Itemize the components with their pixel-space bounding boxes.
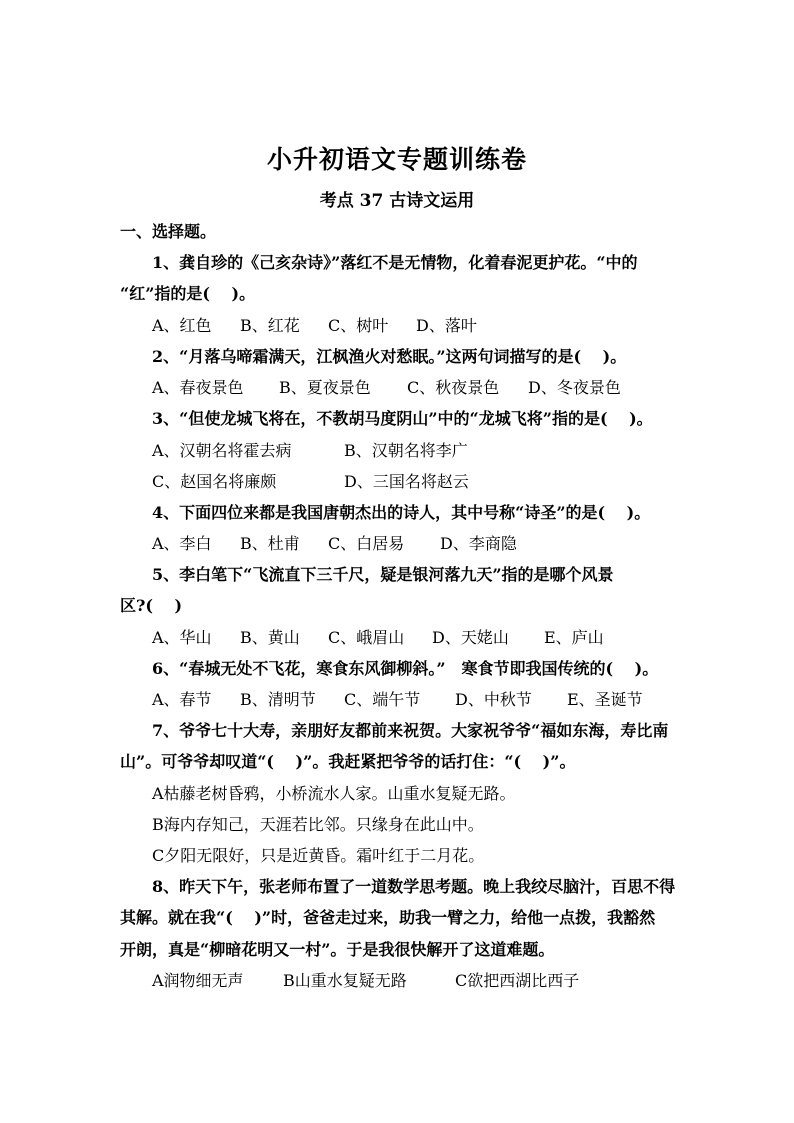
q2-option-b: B、夏夜景色: [279, 378, 371, 397]
q3-option-d: D、三国名将赵云: [344, 472, 469, 491]
question-1-line-2: “红”指的是( )。: [120, 284, 256, 303]
question-2-line-1: 2、“月落乌啼霜满天，江枫渔火对愁眠。”这两句词描写的是( )。: [152, 347, 627, 366]
q8-option-b: B山重水复疑无路: [283, 971, 407, 990]
page-subtitle: 考点 37 古诗文运用: [319, 191, 475, 211]
question-1-line-1: 1、龚自珍的《己亥杂诗》”落红不是无情物，化着春泥更护花。“中的: [152, 253, 638, 272]
question-3-options-row-1: [152, 441, 468, 461]
question-5-line-1: 5、李白笔下“飞流直下三千尺，疑是银河落九天”指的是哪个风景: [152, 565, 614, 584]
question-6-options: [152, 690, 643, 710]
q6-option-c: C、端午节: [344, 690, 421, 709]
q1-option-d: D、落叶: [416, 316, 477, 335]
question-6-line-1: 6、“春城无处不飞花，寒食东风御柳斜。” 寒食节即我国传统的( )。: [152, 659, 659, 678]
section-heading: 一、选择题。: [120, 222, 217, 241]
page-title: 小升初语文专题训练卷: [266, 145, 527, 174]
question-7-line-2: 山”。可爷爷却叹道“( )”。我赶紧把爷爷的话打住：“( )”。: [120, 752, 576, 771]
question-8-options: [152, 971, 579, 991]
q1-option-c: C、树叶: [328, 316, 389, 335]
question-8-line-3: 开朗，真是“柳暗花明又一村”。于是我很快解开了这道难题。: [120, 940, 555, 959]
q2-option-d: D、冬夜景色: [528, 378, 621, 397]
q7-option-b: B海内存知己，天涯若比邻。只缘身在此山中。: [152, 815, 484, 834]
q1-option-a: A、红色: [152, 316, 212, 335]
q7-option-a: A枯藤老树昏鸦，小桥流水人家。山重水复疑无路。: [152, 784, 516, 803]
q6-option-e: E、圣诞节: [567, 690, 643, 709]
q6-option-a: A、春节: [152, 690, 212, 709]
q4-option-d: D、李商隐: [440, 534, 517, 553]
question-7-line-1: 7、爷爷七十大寿，亲朋好友都前来祝贺。大家祝爷爷“福如东海，寿比南: [152, 721, 669, 740]
q4-option-b: B、杜甫: [240, 534, 300, 553]
q4-option-a: A、李白: [152, 534, 212, 553]
question-2-options: [152, 378, 621, 398]
q6-option-d: D、中秋节: [455, 690, 532, 709]
q7-option-c: C夕阳无限好，只是近黄昏。霜叶红于二月花。: [152, 846, 485, 865]
q5-option-b: B、黄山: [240, 628, 300, 647]
question-4-options: [152, 534, 517, 554]
q3-option-c: C、赵国名将廉颇: [152, 472, 277, 491]
question-3-line-1: 3、“但使龙城飞将在，不教胡马度阴山”中的“龙城飞将”指的是( )。: [152, 409, 653, 428]
q5-option-e: E、庐山: [544, 628, 604, 647]
question-5-line-2: 区?( ): [120, 596, 183, 615]
q2-option-a: A、春夜景色: [152, 378, 244, 397]
question-4-line-1: 4、下面四位来都是我国唐朝杰出的诗人，其中号称“诗圣”的是( )。: [152, 503, 651, 522]
q5-option-d: D、天姥山: [432, 628, 509, 647]
q4-option-c: C、白居易: [328, 534, 405, 553]
q6-option-b: B、清明节: [240, 690, 316, 709]
question-1-options: [152, 316, 477, 336]
question-5-options: [152, 628, 604, 648]
q8-option-a: A润物细无声: [152, 971, 244, 990]
q2-option-c: C、秋夜景色: [407, 378, 500, 397]
question-3-options-row-2: [152, 472, 469, 492]
question-8-line-2: 其解。就在我“( )”时，爸爸走过来，助我一臂之力，给他一点拨，我豁然: [120, 908, 656, 927]
q5-option-a: A、华山: [152, 628, 212, 647]
q3-option-a: A、汉朝名将霍去病: [152, 441, 292, 460]
q3-option-b: B、汉朝名将李广: [344, 441, 468, 460]
question-8-line-1: 8、昨天下午，张老师布置了一道数学思考题。晚上我绞尽脑汁，百思不得: [152, 877, 676, 896]
q5-option-c: C、峨眉山: [328, 628, 405, 647]
q8-option-c: C欲把西湖比西子: [455, 971, 580, 990]
q1-option-b: B、红花: [240, 316, 300, 335]
